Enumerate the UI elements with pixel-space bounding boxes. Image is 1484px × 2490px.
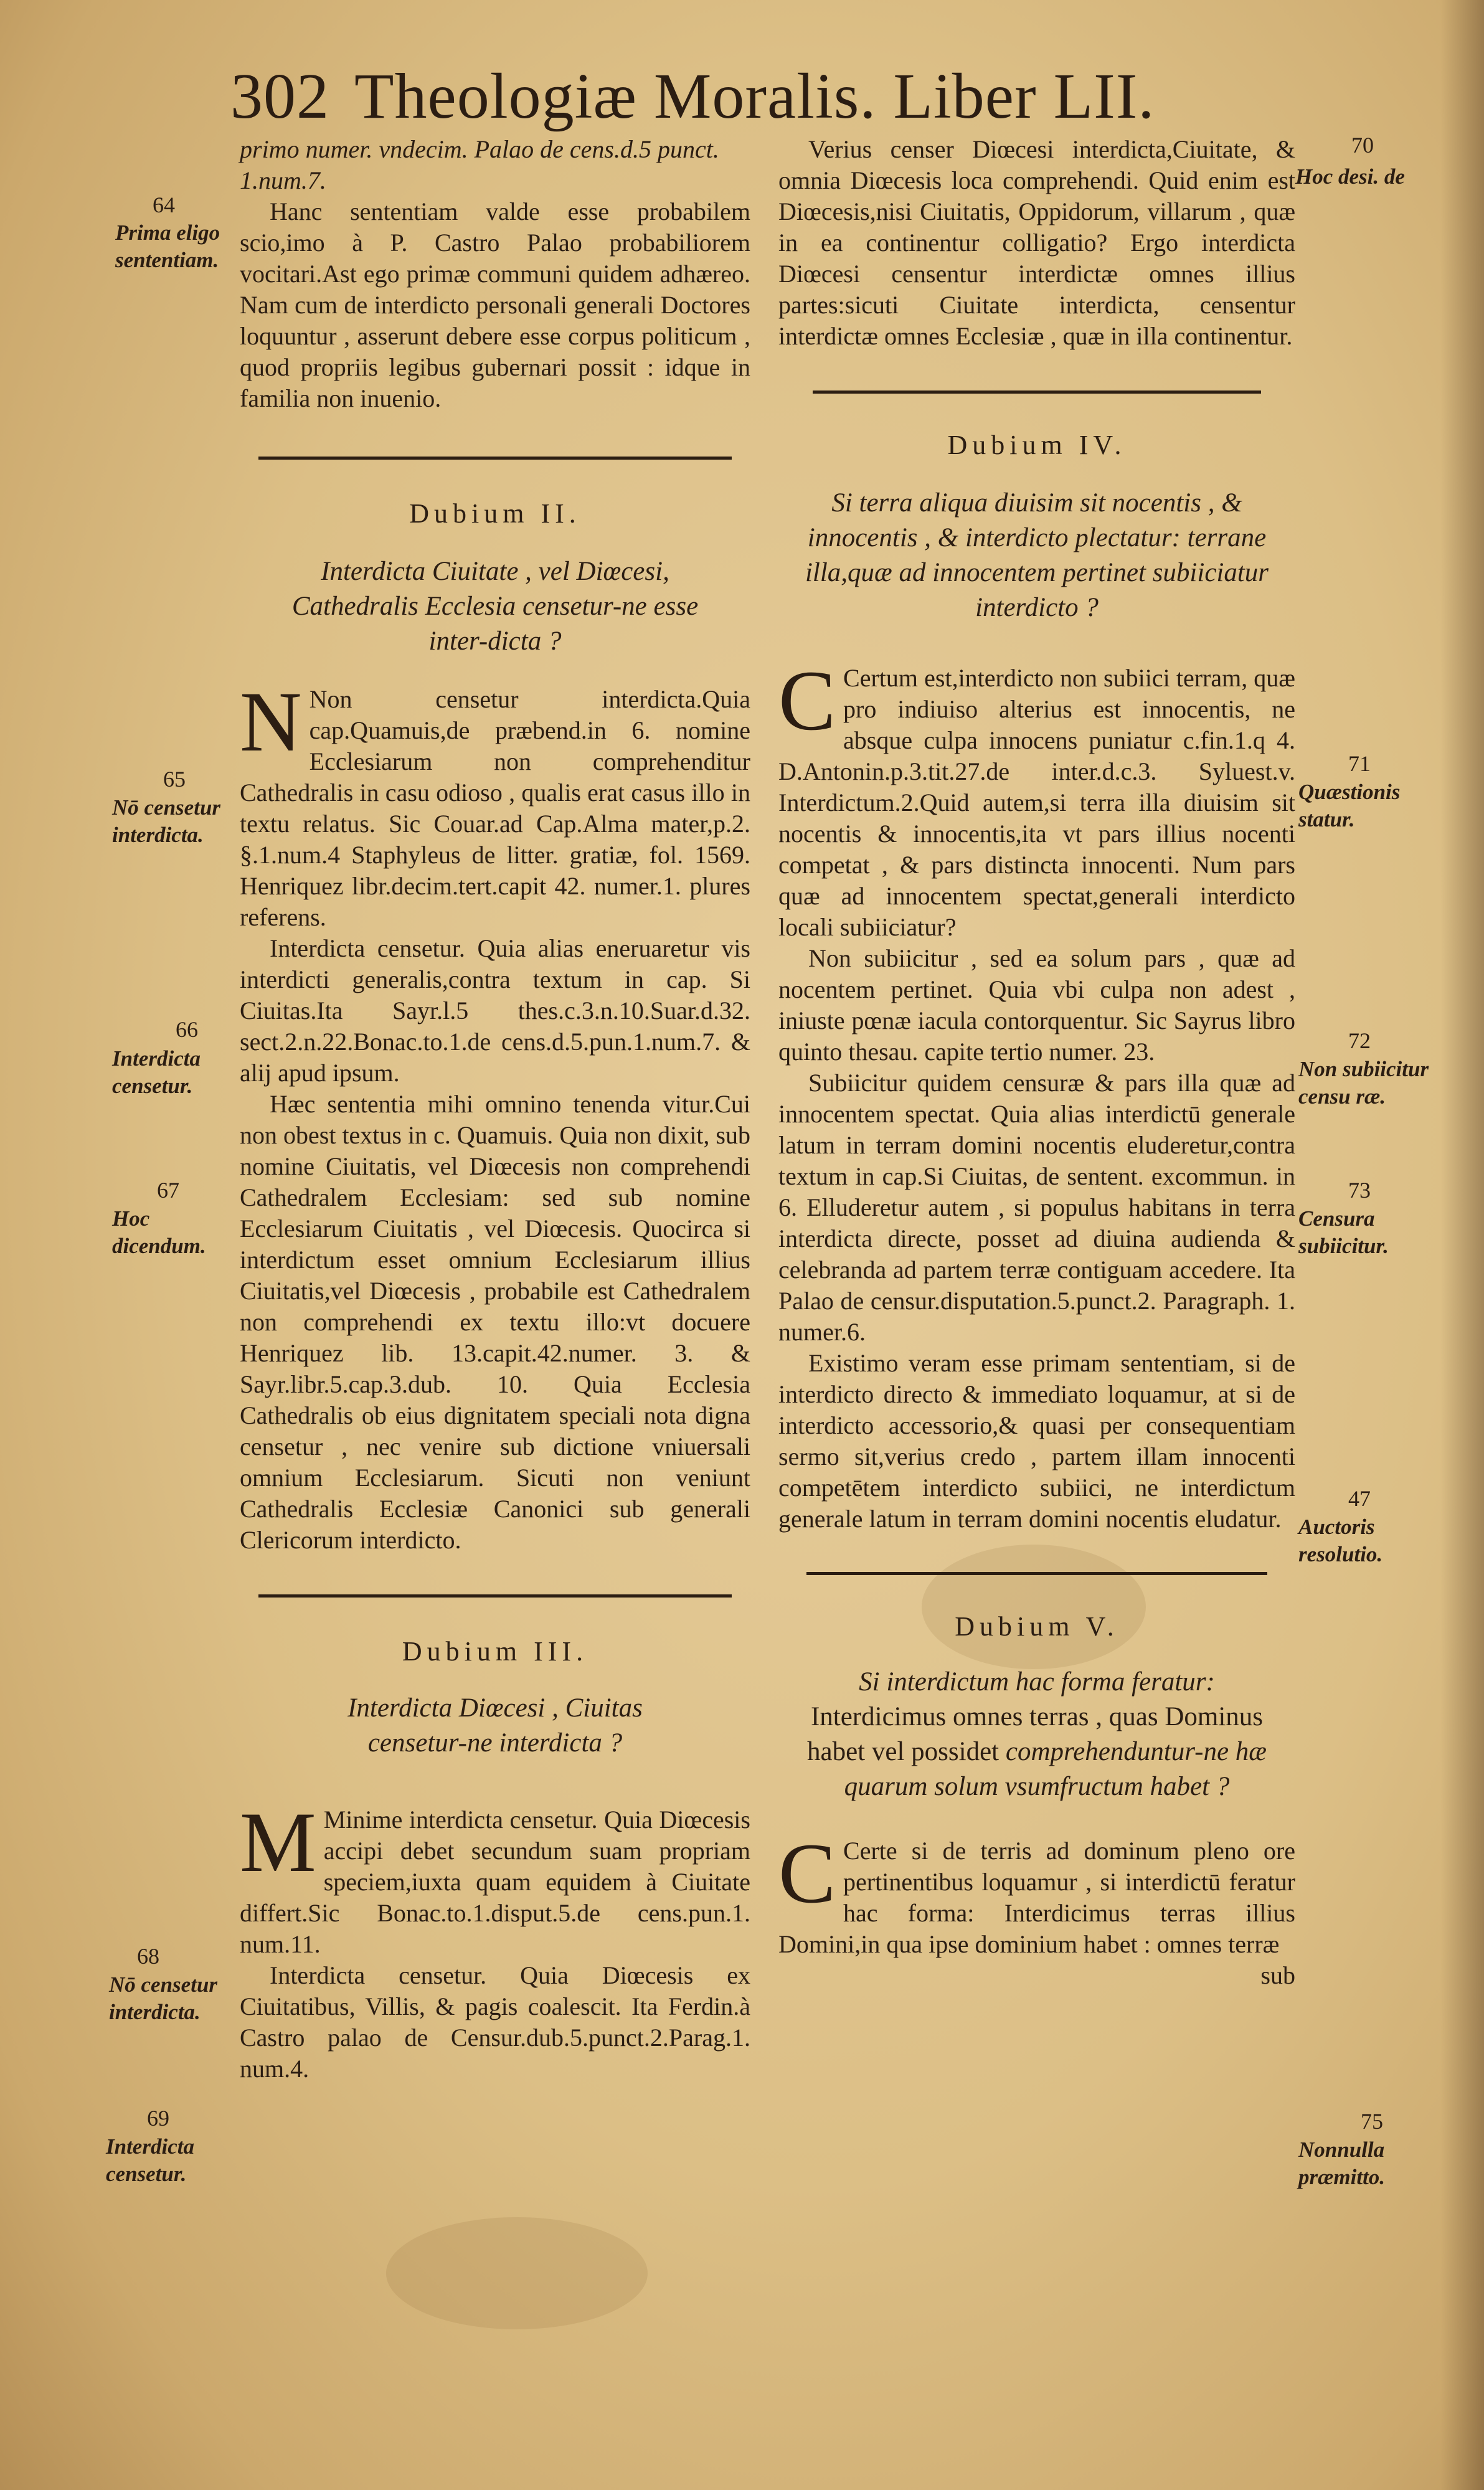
margin-number: 72 [1348, 1028, 1371, 1053]
margin-note: Nonnulla præmitto. [1298, 2137, 1386, 2189]
paragraph-68: M Minime interdicta censetur. Quia Diœcesis accipi debet secundum suam propriam speciem,iuxta quam equidem à Ciuitate differt.Sic Bonac.to.1.disput.5.de cens.pun.1. num.11. [240, 1794, 750, 1958]
drop-cap: C [778, 653, 836, 748]
drop-cap: N [240, 674, 302, 769]
dubium-question: Interdicta Diœcesi , Ciuitas censetur-ne interdicta ? [347, 1693, 643, 1758]
margin-number: 67 [157, 1178, 179, 1203]
dubium-heading: Dubium V. [955, 1611, 1119, 1642]
page-gutter-shadow [1440, 0, 1484, 2490]
dubium-question: Interdicta Ciuitate , vel Diœcesi, Cathedralis Ecclesia censetur-ne esse inter-dicta ? [291, 557, 699, 656]
paragraph-65: N Non censetur interdicta.Quia cap.Quamuis,de præbend.in 6. nomine Ecclesiarum non comprehenditur Cathedralis in casu odioso , qualis erat casus illo in textu relatus. Sic Couar.ad Cap.Alma mater,p.2. §.1.num.4 Staphyleus de litter. gratiæ, fol. 1569. Henriquez libr.decim.tert.capit 42. numer.1. plures referens. [240, 674, 750, 931]
paragraph-70: Verius censer Diœcesi interdicta,Ciuitate, & omnia Diœcesis loca comprehendi. Quid enim est Diœcesis,nisi Ciuitatis, Oppidorum, villarum , quæ in ea continentur colligatio? Ergo interdicta Diœcesi censentur interdictæ omnes illius partes:sicuti Ciuitate interdicta, censentur interdictæ omnes Ecclesiæ , quæ in illa continentur. [778, 135, 1295, 350]
margin-note: Nō censetur interdicta. [112, 795, 221, 847]
margin-note: Hoc desi. de [1295, 164, 1405, 189]
margin-note: Interdicta censetur. [106, 2134, 194, 2186]
margin-number: 73 [1348, 1178, 1371, 1203]
carryover-line: 1.num.7. [240, 166, 326, 194]
paper-stain [386, 2217, 648, 2329]
paragraph-66: Interdicta censetur. Quia alias eneruaretur vis interdicti generalis,contra textum in cap. Si Ciuitas.Ita Sayr.l.5 thes.c.3.n.10.Suar.d.32. sect.2.n.22.Bonac.to.1.de cens.d.5.pun.1.num.7. & alij apud ipsum. [240, 934, 750, 1087]
carryover-line: primo numer. vndecim. Palao de cens.d.5 punct. [240, 135, 719, 163]
margin-note: Quæstionis statur. [1298, 780, 1401, 831]
margin-note: Nō censetur interdicta. [109, 1972, 218, 2024]
paragraph-72: Non subiicitur , sed ea solum pars , quæ ad nocentem pertinet. Quia vbi culpa non adest , iniuste pœnæ iacula contorquentur. Sic Sayrus libro quinto thesau. capite tertio numer. 23. [778, 944, 1295, 1066]
running-head [230, 59, 1155, 133]
dubium-heading: Dubium III. [402, 1636, 588, 1667]
margin-note: Auctoris resolutio. [1298, 1515, 1383, 1566]
margin-number: 65 [163, 767, 186, 792]
dubium-question: Si interdictum hac forma feratur: Interdicimus omnes terras , quas Dominus habet vel possidet comprehenduntur-ne hæ quarum solum vsumfructum habet ? [807, 1667, 1267, 1801]
margin-number: 71 [1348, 751, 1371, 776]
running-title: Theologiæ Moralis. Liber LII. [354, 60, 1155, 132]
margin-note: Hoc dicendum. [112, 1206, 206, 1258]
dubium-heading: Dubium II. [409, 498, 581, 529]
paragraph-64: Hanc sententiam valde esse probabilem scio,imo à P. Castro Palao probabiliorem vocitari.Ast ego primæ communi quidem adhæreo. Nam cum de interdicto personali generali Doctores loquuntur , asserunt debere esse corpus politicum , quod propriis legibus gubernari possit : idque in familia non inuenio. [240, 197, 750, 412]
paragraph-69: Interdicta censetur. Quia Diœcesis ex Ciuitatibus, Villis, & pagis coalescit. Ita Ferdin.à Castro palao de Censur.dub.5.punct.2.Parag.1. num.4. [240, 1961, 750, 2083]
paragraph-71: C Certum est,interdicto non subiici terram, quæ pro indiuiso alterius est innocentis, ne absque culpa innocens puniatur c.fin.1.q 4. D.Antonin.p.3.tit.27.de inter.d.c.3. Syluest.v. Interdictum.2.Quid autem,si terra illa diuisim sit nocentis & innocentis,ita vt pars illius nocenti competat , & pars distincta innocenti. Num pars quæ ad innocentem spectat,generali interdicto locali subiiciatur? [778, 653, 1295, 941]
margin-number: 66 [176, 1017, 198, 1042]
paragraph-74: Existimo veram esse primam sententiam, si de interdicto directo & immediato loquamur, at si de interdicto accessorio,& quasi per consequentiam sermo sit,verius credo , partem illam innocenti competētem interdicto subiici, ne interdictum generale latum in terram domini nocentis eludatur. [778, 1349, 1295, 1533]
margin-number: 69 [147, 2106, 169, 2131]
margin-note: Non subiicitur censu ræ. [1298, 1057, 1429, 1109]
paragraph-73: Subiicitur quidem censuræ & pars illa quæ ad innocentem spectat. Quia alias interdictū generale latum in terram domini nocentis eluderetur,contra textum in cap.Si Ciuitas, de sentent. excommun. in 6. Elluderetur autem , si populus habitans in terra interdicta directe, posset ad diuina audienda & celebranda ad partem terræ contiguam accedere. Ita Palao de censur.disputation.5.punct.2. Paragraph. 1. numer.6. [778, 1069, 1295, 1346]
margin-note: Prima eligo sententiam. [115, 220, 220, 272]
left-column [240, 134, 750, 2085]
margin-number: 64 [153, 192, 175, 217]
margin-number: 47 [1348, 1486, 1371, 1511]
paragraph-75: C Certe si de terris ad dominum pleno ore pertinentibus loquamur , si interdictū feratur hac forma: Interdicimus terras illius Domini,in qua ipse dominium habet : omnes terræ [778, 1825, 1295, 1958]
margin-note: Censura subiicitur. [1298, 1206, 1389, 1258]
drop-cap: C [778, 1825, 836, 1921]
right-column [778, 134, 1295, 1991]
page-number: 302 [230, 60, 329, 132]
margin-number: 70 [1351, 133, 1374, 158]
margin-number: 68 [137, 1944, 159, 1969]
dubium-heading: Dubium IV. [947, 430, 1127, 460]
catchword: sub [1260, 1961, 1295, 1989]
margin-number: 75 [1361, 2109, 1383, 2134]
dubium-question: Si terra aliqua diuisim sit nocentis , & innocentis , & interdicto plectatur: terrane illa,quæ ad innocentem pertinet subiiciatur interdicto ? [805, 488, 1269, 622]
margin-note: Interdicta censetur. [112, 1046, 201, 1098]
drop-cap: M [240, 1794, 316, 1890]
paragraph-67: Hæc sententia mihi omnino tenenda vitur.Cui non obest textus in c. Quamuis. Quia non dixit, sub nomine Ciuitatis, vel Diœcesis non comprehendi Cathedralem Ecclesiam: sed sub nomine Ecclesiarum Ciuitatis , vel Diœcesis. Quocirca si interdictum esset omnium Ecclesiarum illius Ciuitatis,vel Diœcesis , probabile est Cathedralem non comprehendi ex textu illo:vt docuere Henriquez lib. 13.capit.42.numer. 3. & Sayr.libr.5.cap.3.dub. 10. Quia Ecclesia Cathedralis ob eius dignitatem speciali nota digna censetur , nec venire sub dictione vniuersali omnium Ecclesiarum. Sicuti non veniunt Cathedralis Ecclesiæ Canonici sub generali Clericorum interdicto. [240, 1090, 750, 1554]
